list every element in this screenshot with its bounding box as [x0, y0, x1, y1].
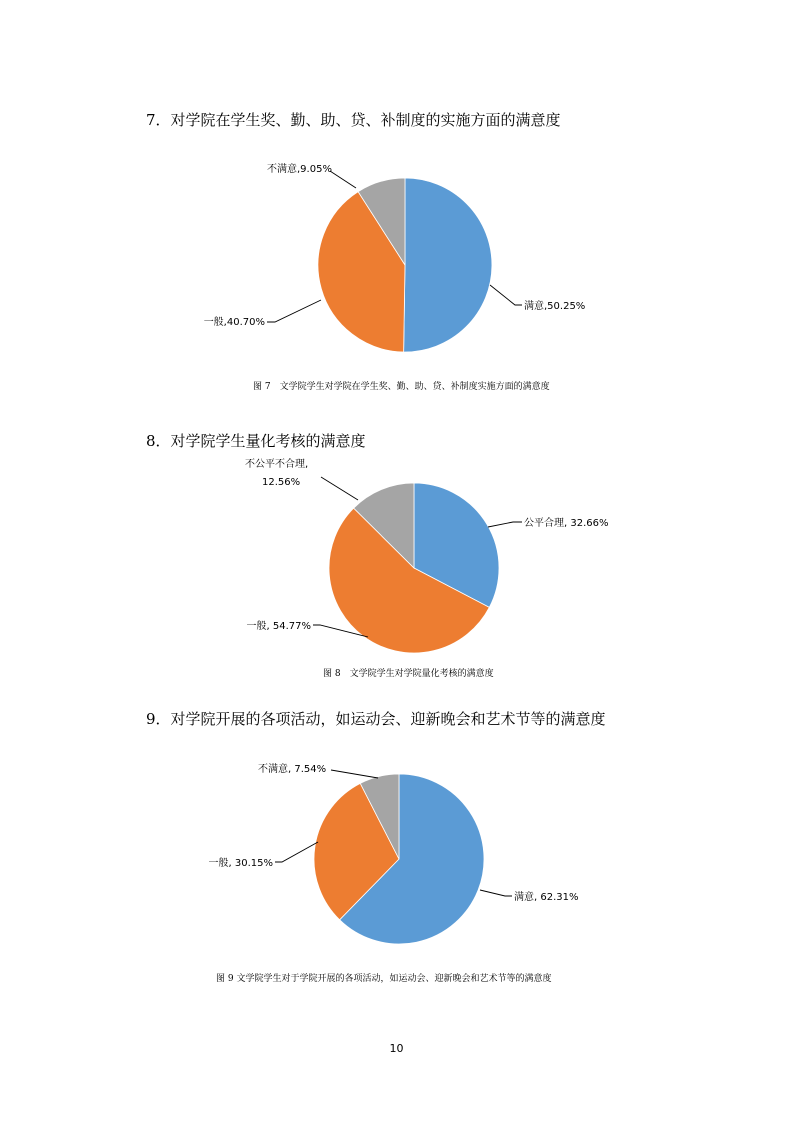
figure-7-caption: 图 7 文学院学生对学院在学生奖、勤、助、贷、补制度实施方面的满意度: [253, 382, 550, 392]
pie-7-slice-satisfied: [404, 178, 492, 352]
pie-7-label-dissatisfied: 不满意,9.05%: [267, 164, 332, 175]
pie-9-leader-average: [275, 842, 318, 862]
pie-9-label-dissatisfied: 不满意, 7.54%: [258, 764, 327, 775]
pie-7-label-satisfied: 满意,50.25%: [524, 301, 586, 312]
pie-7-slices: [318, 178, 492, 352]
pie-chart-9: [209, 762, 579, 944]
section-9-heading: 9．对学院开展的各项活动，如运动会、迎新晚会和艺术节等的满意度: [146, 710, 606, 728]
section-8-heading: 8．对学院学生量化考核的满意度: [146, 432, 366, 450]
pie-9-slices: [314, 774, 484, 944]
page-number: 10: [389, 1042, 404, 1055]
pie-8-leader-fair: [488, 522, 522, 527]
pie-9-label-average: 一般, 30.15%: [208, 858, 273, 869]
pie-8-slices: [329, 483, 499, 653]
pie-7-leader-satisfied: [490, 285, 522, 305]
pie-9-leader-satisfied: [480, 890, 512, 896]
pie-8-leader-unfair: [321, 477, 358, 500]
pie-7-leader-dissatisfied: [330, 171, 356, 188]
pie-8-label-fair: 公平合理, 32.66%: [524, 518, 609, 529]
figure-8-caption: 图 8 文学院学生对学院量化考核的满意度: [323, 669, 494, 679]
pie-8-label-unfair: 不公平不合理,: [245, 459, 309, 470]
figure-9-caption: 图 9 文学院学生对于学院开展的各项活动，如运动会、迎新晚会和艺术节等的满意度: [216, 974, 552, 984]
pie-9-leader-dissatisfied: [331, 770, 378, 778]
pie-9-label-satisfied: 满意, 62.31%: [514, 892, 579, 903]
section-7-heading: 7．对学院在学生奖、勤、助、贷、补制度的实施方面的满意度: [146, 111, 561, 129]
pie-7-leader-average: [267, 300, 321, 322]
pie-8-label-unfair-pct: 12.56%: [262, 477, 301, 488]
pie-7-label-average: 一般,40.70%: [203, 317, 265, 328]
pie-chart-8: [245, 457, 609, 653]
pie-8-label-average: 一般, 54.77%: [246, 621, 311, 632]
pie-chart-7: [204, 162, 586, 352]
